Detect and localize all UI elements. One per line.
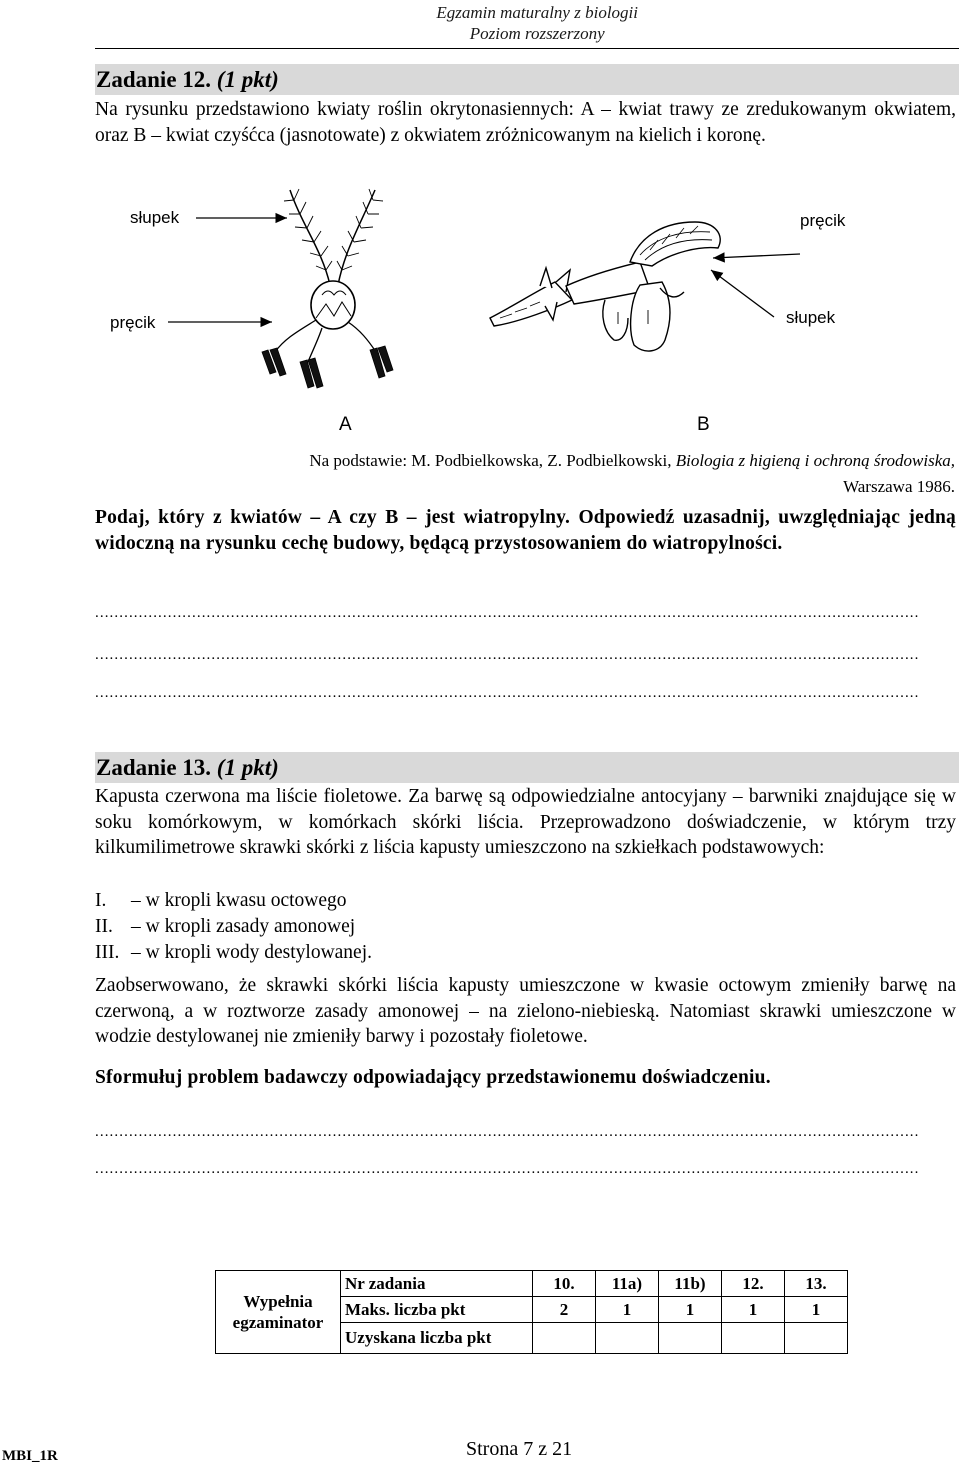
max-points-cell: 1 <box>722 1297 785 1323</box>
obtained-points-cell[interactable] <box>596 1323 659 1354</box>
source-title: Biologia z higieną i ochroną środowiska, <box>675 451 955 470</box>
label-a-pistil: słupek <box>130 208 180 227</box>
task12-intro: Na rysunku przedstawiono kwiaty roślin okrytonasiennych: A – kwiat trawy ze zredukowanym okwiatem, oraz B – kwiat czyśćca (jasnotowate) z okwiatem zróżnicowanym na kielich i koronę. <box>95 99 956 146</box>
flower-b-labiate <box>490 222 720 351</box>
list-item: III. – w kropli wody destylowanej. <box>95 942 373 963</box>
exam-code: MBI_1R <box>2 1448 58 1464</box>
max-points-cell: 2 <box>533 1297 596 1323</box>
task13-intro: Kapusta czerwona ma liście fioletowe. Za barwę są odpowiedzialne antocyjany – barwniki znajdujące się w soku komórkowym, w komórkach skórki liścia. Przeprowadzono doświadczenie, w którym trzy kilkumilimetrowe skrawki skórki z liścia kapusty umieszczono na szkiełkach podstawowych: <box>95 786 956 858</box>
task13-command: Sformułuj problem badawczy odpowiadający przedstawionemu doświadczeniu. <box>95 1067 771 1088</box>
task13-observation: Zaobserwowano, że skrawki skórki liścia kapusty umieszczone w kwasie octowym zmieniły barwę na czerwoną, a w roztworze zasady amonowej – na zielono-niebieską. Natomiast skrawki umieszczone w wodzie destylowanej nie zmieniły barwy i pozostały fioletowe. <box>95 975 956 1047</box>
row-label-task-number: Nr zadania <box>341 1271 533 1297</box>
obtained-points-cell[interactable] <box>722 1323 785 1354</box>
task13-list <box>95 888 372 966</box>
arrow-b-stamen <box>713 254 800 258</box>
task-number-cell: 13. <box>785 1271 848 1297</box>
figure-source <box>215 448 955 500</box>
letter-b: B <box>697 414 710 435</box>
max-points-cell: 1 <box>785 1297 848 1323</box>
row-label-obtained-points: Uzyskana liczba pkt <box>341 1323 533 1354</box>
letter-a: A <box>339 414 352 435</box>
obtained-points-cell[interactable] <box>785 1323 848 1354</box>
list-item: II. – w kropli zasady amonowej <box>95 916 356 937</box>
task-number-cell: 10. <box>533 1271 596 1297</box>
score-side-label: Wypełnia egzaminator <box>216 1271 341 1354</box>
max-points-cell: 1 <box>596 1297 659 1323</box>
obtained-points-cell[interactable] <box>533 1323 596 1354</box>
task-number-cell: 11a) <box>596 1271 659 1297</box>
list-item: I. – w kropli kwasu octowego <box>95 890 347 911</box>
task12-number: Zadanie 12. <box>96 67 212 92</box>
task13-points: (1 pkt) <box>216 755 279 780</box>
flower-illustration <box>0 0 960 430</box>
answer-line-12-1[interactable]: .......................................................................................................................................................................... <box>95 605 920 621</box>
flower-a-grass <box>262 189 393 388</box>
table-row <box>216 1271 848 1297</box>
exam-title: Egzamin maturalny z biologii <box>436 3 638 22</box>
task13-title <box>96 752 279 783</box>
task13-number: Zadanie 13. <box>96 755 212 780</box>
task12-points: (1 pkt) <box>216 67 279 92</box>
answer-line-13-2[interactable]: .......................................................................................................................................................................... <box>95 1161 920 1177</box>
exam-level: Poziom rozszerzony <box>469 24 605 43</box>
task-number-cell: 11b) <box>659 1271 722 1297</box>
answer-line-13-1[interactable]: .......................................................................................................................................................................... <box>95 1124 920 1140</box>
page-number: Strona 7 z 21 <box>466 1438 573 1460</box>
answer-line-12-2[interactable]: .......................................................................................................................................................................... <box>95 647 920 663</box>
score-table <box>215 1270 848 1354</box>
label-b-pistil: słupek <box>786 308 836 327</box>
source-place-year: Warszawa 1986. <box>843 477 955 496</box>
arrow-b-pistil <box>711 270 774 317</box>
max-points-cell: 1 <box>659 1297 722 1323</box>
source-authors: Na podstawie: M. Podbielkowska, Z. Podbielkowski, <box>309 451 672 470</box>
obtained-points-cell[interactable] <box>659 1323 722 1354</box>
answer-line-12-3[interactable]: .......................................................................................................................................................................... <box>95 685 920 701</box>
label-a-stamen: pręcik <box>110 313 156 332</box>
task12-command: Podaj, który z kwiatów – A czy B – jest wiatropylny. Odpowiedź uzasadnij, uwzględniając jedną widoczną na rysunku cechę budowy, będącą przystosowaniem do wiatropylności. <box>95 507 956 554</box>
task-number-cell: 12. <box>722 1271 785 1297</box>
row-label-max-points: Maks. liczba pkt <box>341 1297 533 1323</box>
label-b-stamen: pręcik <box>800 211 846 230</box>
